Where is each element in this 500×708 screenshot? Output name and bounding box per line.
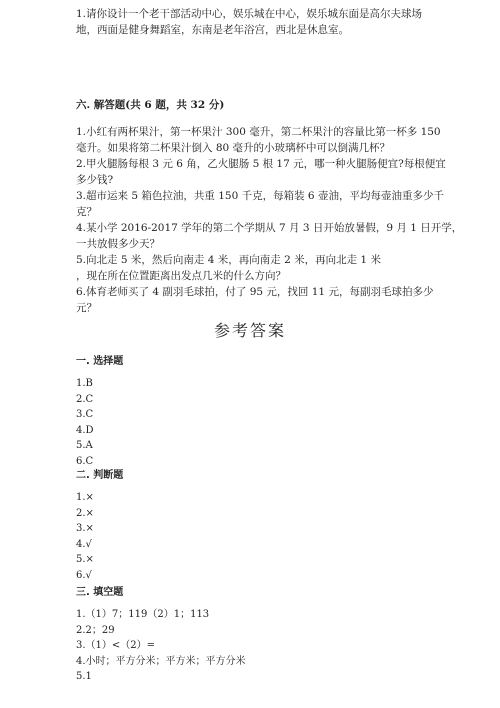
text-line: 地，西面是健身舞蹈室，东南是老年浴宫，西北是休息室。: [76, 24, 349, 36]
answer-item: 6.√: [76, 569, 92, 581]
answer-item: 4.D: [76, 424, 94, 436]
question-line: 元？: [76, 302, 97, 314]
question-line: 3.超市运来 5 箱色拉油，共重 150 千克，每箱装 6 壶油，平均每壶油重多少千: [76, 190, 444, 202]
question-line: 多少钱?: [76, 174, 114, 186]
answer-item: 5.1: [76, 671, 92, 682]
answers-title: 参考答案: [213, 321, 286, 340]
answer-item: 5.A: [76, 440, 93, 451]
question-line: 2.甲火腿肠每根 3 元 6 角，乙火腿肠 5 根 17 元，哪一种火腿肠便宜?每根便宜: [76, 158, 446, 170]
question-line: 一共放假多少天？: [76, 238, 160, 250]
question-line: 6.体育老师买了 4 副羽毛球拍，付了 95 元，找回 11 元，每副羽毛球拍多少: [76, 286, 434, 298]
question-line: 5.向北走 5 米，然后向南走 4 米，再向南走 2 米，再向北走 1 米: [76, 254, 381, 266]
previous-section-text: [76, 6, 428, 38]
answer-item: 2.C: [76, 393, 94, 405]
question-line: 毫升。如果将第二杯果汁倒入 80 毫升的小玻璃杯中可以倒满几杯？: [76, 142, 391, 154]
solve-questions: [76, 124, 463, 316]
answer-item: 5.×: [76, 554, 94, 565]
answer-item: 3.C: [76, 409, 94, 420]
answer-item: 1.B: [76, 378, 93, 389]
answer-item: 4.小时；平方分米；平方米；平方分米: [76, 655, 246, 667]
answer-item: 2.2；29: [76, 624, 115, 636]
question-line: 1.小红有两杯果汁，第一杯果汁 300 毫升，第二杯果汁的容量比第一杯多 150: [76, 126, 441, 138]
text-line: 1.请你设计一个老干部活动中心，娱乐城在中心，娱乐城东面是高尔夫球场: [76, 8, 423, 20]
answer-item: 3.×: [76, 523, 94, 534]
answer-item: 2.×: [76, 507, 94, 519]
answer-item: 1.（1）7；119（2）1；113: [76, 609, 210, 620]
choice-heading: 一. 选择题: [76, 356, 124, 367]
choice-answers: [76, 376, 94, 469]
fill-heading: 三. 填空题: [76, 587, 124, 598]
judge-answers: [76, 490, 94, 583]
answer-item: 6.C: [76, 455, 94, 467]
answer-item: 1.×: [76, 492, 94, 503]
section-heading-solve: 六. 解答题(共 6 题，共 32 分): [76, 99, 225, 111]
judge-heading: 二. 判断题: [76, 470, 124, 481]
answer-item: 3.（1）<（2）=: [76, 640, 156, 651]
question-line: 克？: [76, 206, 97, 218]
answer-item: 4.√: [76, 538, 92, 550]
question-line: 4.某小学 2016-2017 学年的第二个学期从 7 月 3 日开始放暑假，9 月 1 日开学，: [76, 222, 463, 234]
question-line: ，现在所在位置距离出发点几米的什么方向？: [76, 270, 286, 282]
fill-answers: [76, 607, 246, 685]
